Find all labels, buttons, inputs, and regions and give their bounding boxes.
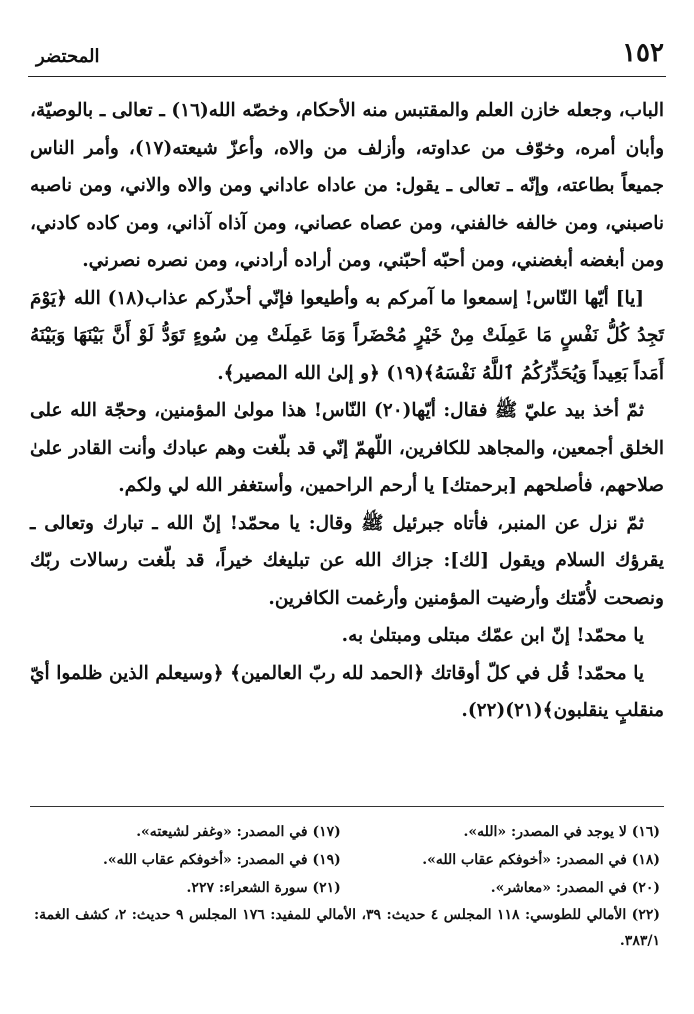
footnote-22: (٢٢) الأمالي للطوسي: ١١٨ المجلس ٤ حديث: ٣٩، الأمالي للمفيد: ١٧٦ المجلس ٩ حديث: ٢، كشف الغمة: ٣٨٣/١. bbox=[34, 907, 660, 949]
header-rule bbox=[28, 76, 666, 77]
footnote-rule bbox=[30, 806, 664, 807]
footnote-20: (٢٠) في المصدر: «معاشر». bbox=[490, 880, 660, 896]
paragraph: [يا] أيّها النّاس! إسمعوا ما آمركم به وأطيعوا فإنّي أحذّركم عذاب(١٨) الله ﴿يَوْمَ تَجِدُ كُلُّ نَفْسٍ مَا عَمِلَتْ مِنْ خَيْرٍ مُحْضَراً وَمَا عَمِلَتْ مِن سُوءٍ تَوَدُّ لَوْ أَنَّ بَيْنَهَا وَبَيْنَهُ أَمَداً بَعِيداً وَيُحَذِّرُكُمُ ٱللَّهُ نَفْسَهُ﴾(١٩) ﴿و إلىٰ الله المصير﴾. bbox=[30, 287, 664, 384]
page-number: ١٥٢ bbox=[622, 38, 664, 68]
paragraph: ثمّ نزل عن المنبر، فأتاه جبرئيل ﷺ وقال: يا محمّد! إنّ الله ـ تبارك وتعالى ـ يقرؤك السلام ويقول [لك]: جزاك الله عن تبليغك خيراً، قد بلّغت رسالات ربّك ونصحت لأُمّتك وأرضيت المؤمنين وأرغمت الكافرين. bbox=[30, 512, 664, 609]
footnotes bbox=[34, 818, 660, 954]
footnote-19: (١٩) في المصدر: «أخوفكم عقاب الله». bbox=[102, 852, 341, 868]
footnote-row bbox=[34, 818, 660, 846]
footnote-18: (١٨) في المصدر: «أخوفكم عقاب الله». bbox=[422, 852, 660, 868]
paragraph: ثمّ أخذ بيد عليّ ﷺ فقال: أيّها(٢٠) النّاس! هذا مولىٰ المؤمنين، وحجّة الله على الخلق أجمعين، والمجاهد للكافرين، اللّهمّ إنّي قد بلّغت وهم عبادك وأنت القادر علىٰ صلاحهم، فأصلحهم [برحمتك] يا أرحم الراحمين، وأستغفر الله لي ولكم. bbox=[30, 400, 664, 496]
footnote-row bbox=[34, 846, 660, 874]
footnote-row bbox=[34, 874, 660, 902]
paragraph: الباب، وجعله خازن العلم والمقتبس منه الأحكام، وخصّه الله(١٦) ـ تعالى ـ بالوصيّة، وأبان أمره، وخوّف من عداوته، وأزلف من والاه، وأعزّ شيعته(١٧)، وأمر الناس جميعاً بطاعته، وإنّه ـ تعالى ـ يقول: من عاداه عاداني ومن والاه والاني، ومن ناصبه ناصبني، ومن خالفه خالفني، ومن عصاه عصاني، ومن آذاه آذاني، ومن كاده كادني، ومن أبغضه أبغضني، ومن أحبّه أحبّني، ومن أراده أرادني، ومن نصره نصرني. bbox=[30, 100, 665, 271]
footnote-16: (١٦) لا يوجد في المصدر: «الله». bbox=[463, 824, 660, 840]
paragraph: يا محمّد! قُل في كلّ أوقاتك ﴿الحمد لله ربّ العالمين﴾ ﴿وسيعلم الذين ظلموا أيّ منقلبٍ ينقلبون﴾(٢١)(٢٢). bbox=[30, 662, 664, 721]
main-text bbox=[30, 92, 664, 730]
footnote-17: (١٧) في المصدر: «وغفر لشيعته». bbox=[136, 824, 341, 840]
footnote-21: (٢١) سورة الشعراء: ٢٢٧. bbox=[186, 880, 341, 896]
paragraph: يا محمّد! إنّ ابن عمّك مبتلى ومبتلىٰ به. bbox=[341, 625, 644, 646]
running-title: المحتضر bbox=[36, 46, 100, 67]
